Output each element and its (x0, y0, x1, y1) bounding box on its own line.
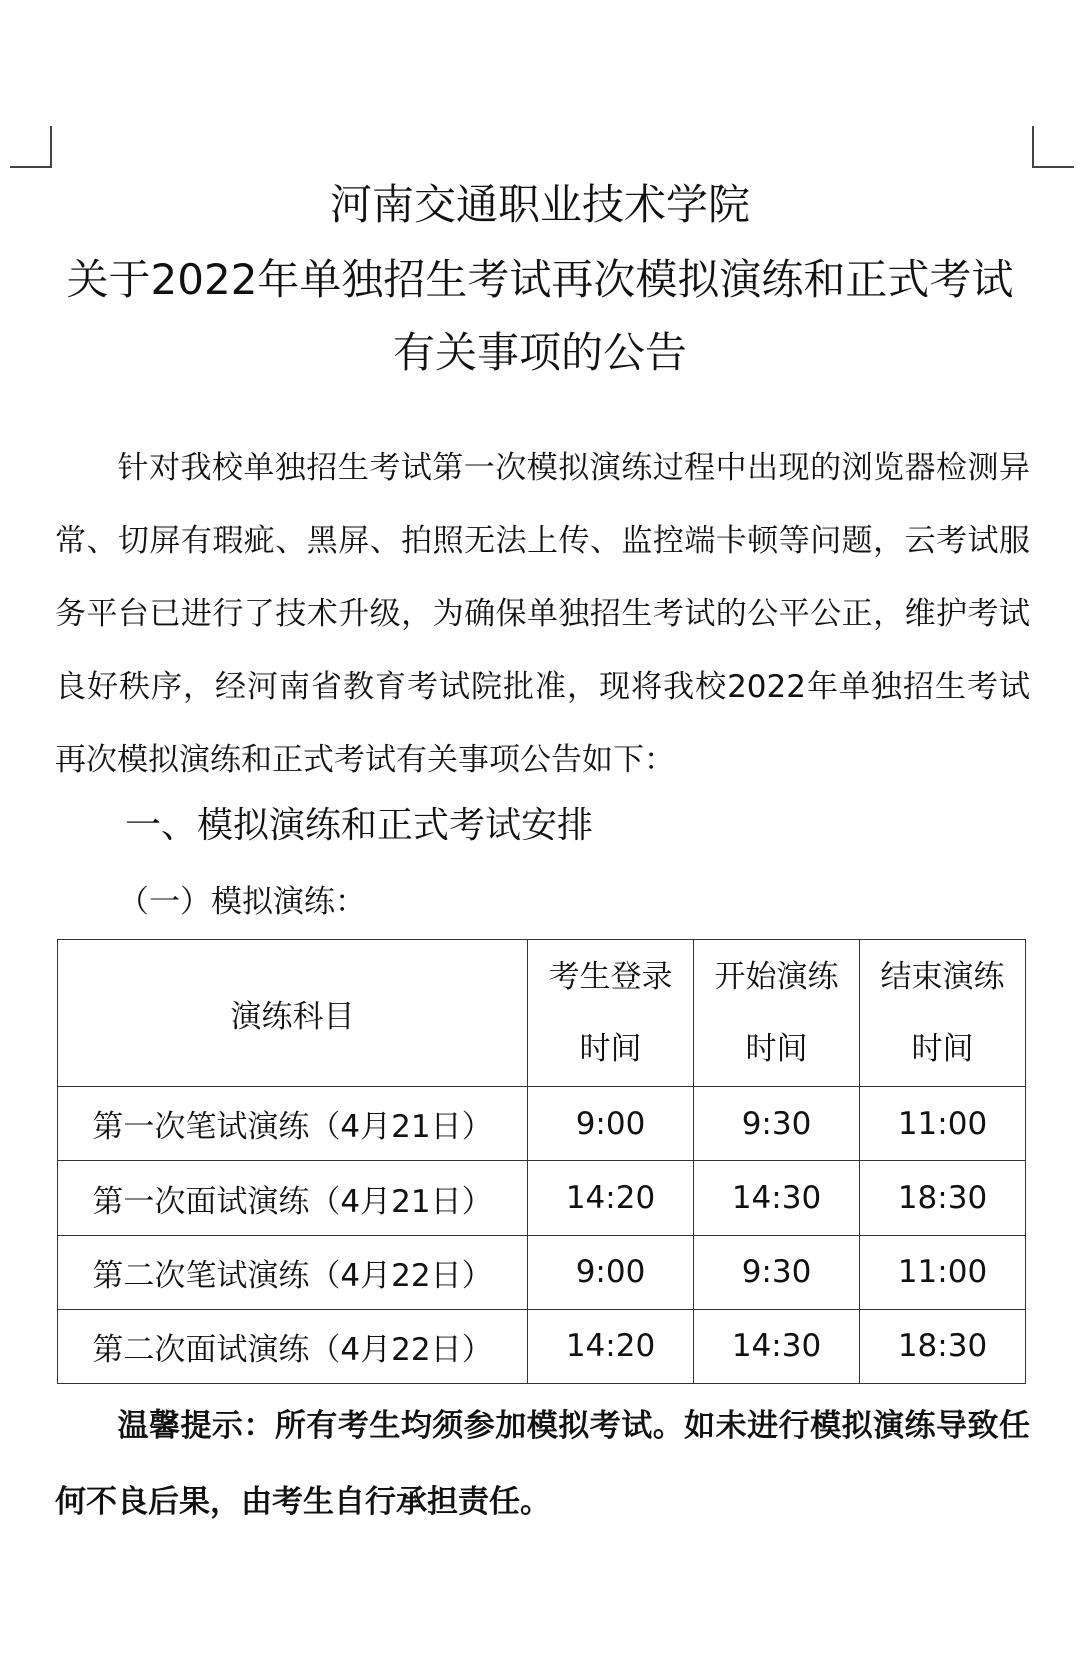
header-end-line1: 结束演练 (880, 959, 1005, 996)
header-login-line1: 考生登录 (548, 959, 673, 996)
section-heading: 一、模拟演练和正式考试安排 (125, 805, 594, 846)
cell-end: 11:00 (860, 1087, 1026, 1161)
intro-text: 针对我校单独招生考试第一次模拟演练过程中出现的浏览器检测异常、切屏有瑕疵、黑屏、拍照无法上传、监控端卡顿等问题，云考试服务平台已进行了技术升级，为确保单独招生考试的公平公正，维护考试良好秩序，经河南省教育考试院批准，现将我校2022年单独招生考试再次模拟演练和正式考试有关事项公告如下： (55, 450, 1030, 778)
title-line-3: 有关事项的公告 (392, 328, 687, 377)
cell-start: 9:30 (694, 1235, 860, 1309)
cell-subject: 第一次面试演练（4月21日） (58, 1161, 528, 1235)
header-end-line2: 时间 (911, 1031, 974, 1068)
header-start-line1: 开始演练 (714, 959, 839, 996)
cell-end: 18:30 (860, 1309, 1026, 1383)
cell-start: 9:30 (694, 1087, 860, 1161)
subsection-heading: （一）模拟演练： (118, 884, 366, 920)
cell-login: 9:00 (528, 1087, 694, 1161)
cell-login: 9:00 (528, 1235, 694, 1309)
header-end-time (860, 940, 1026, 1087)
cell-subject: 第二次笔试演练（4月22日） (58, 1235, 528, 1309)
cell-end: 11:00 (860, 1235, 1026, 1309)
cell-login: 14:20 (528, 1309, 694, 1383)
header-subject: 演练科目 (58, 940, 528, 1087)
tip-paragraph (55, 1388, 1030, 1540)
table-row (58, 1309, 1026, 1383)
corner-mark-top-right (1032, 126, 1074, 168)
header-start-line2: 时间 (745, 1031, 808, 1068)
table-header-row (58, 940, 1026, 1087)
schedule-table (57, 939, 1026, 1384)
intro-paragraph (55, 432, 1030, 797)
header-login-line2: 时间 (579, 1031, 642, 1068)
cell-subject: 第一次笔试演练（4月21日） (58, 1087, 528, 1161)
header-login-time (528, 940, 694, 1087)
title-line-2: 关于2022年单独招生考试再次模拟演练和正式考试 (66, 255, 1014, 304)
table-row (58, 1235, 1026, 1309)
header-start-time (694, 940, 860, 1087)
tip-text: 温馨提示：所有考生均须参加模拟考试。如未进行模拟演练导致任何不良后果，由考生自行承担责任。 (55, 1408, 1030, 1520)
cell-start: 14:30 (694, 1309, 860, 1383)
cell-subject: 第二次面试演练（4月22日） (58, 1309, 528, 1383)
cell-login: 14:20 (528, 1161, 694, 1235)
corner-mark-top-left (10, 126, 52, 168)
table-row (58, 1161, 1026, 1235)
cell-start: 14:30 (694, 1161, 860, 1235)
table-row (58, 1087, 1026, 1161)
cell-end: 18:30 (860, 1161, 1026, 1235)
title-line-1: 河南交通职业技术学院 (329, 180, 750, 229)
